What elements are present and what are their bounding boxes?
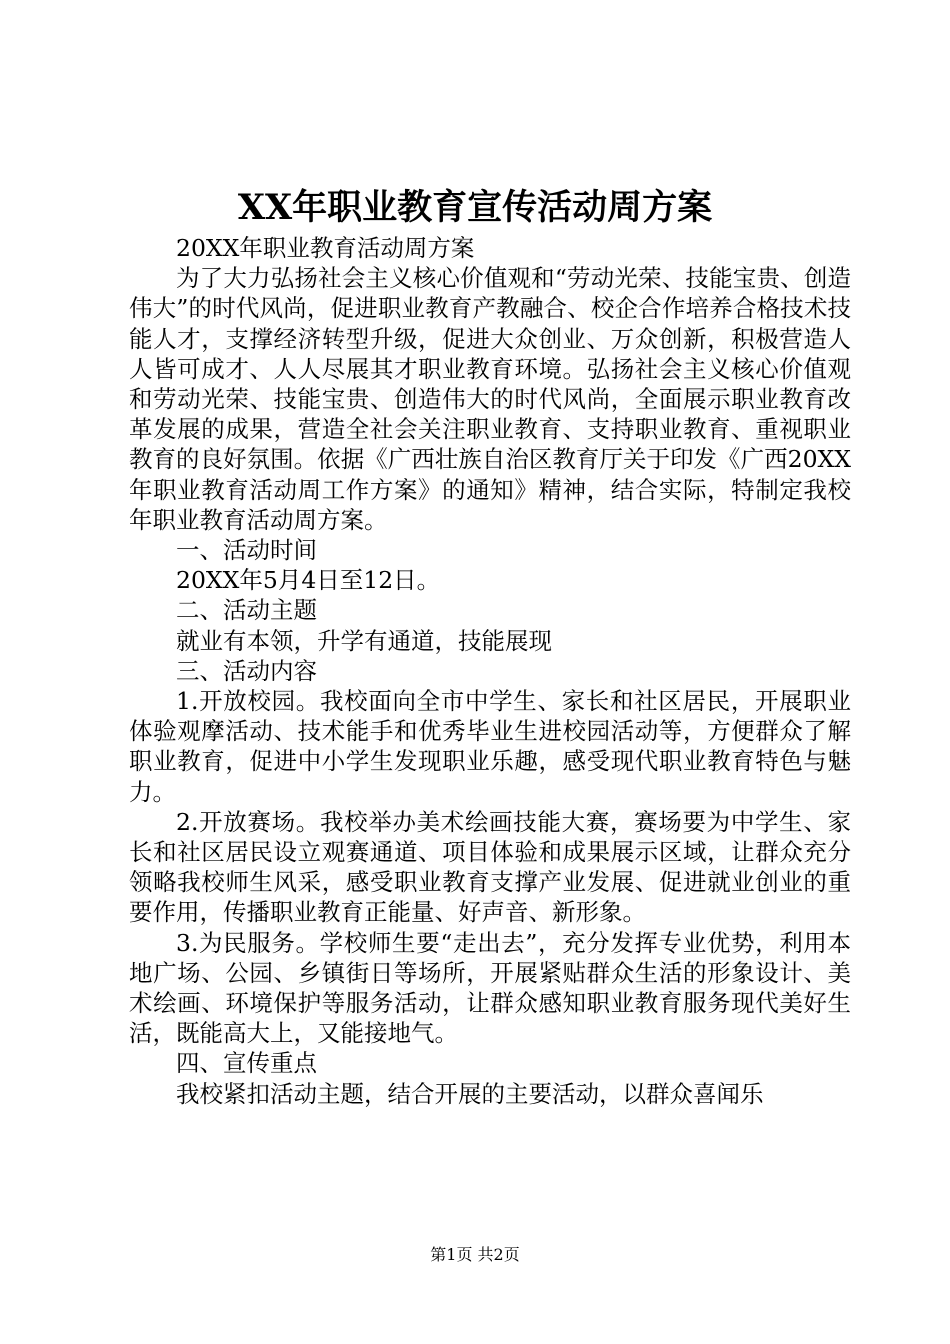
theme-paragraph: 就业有本领，升学有通道，技能展现 [176, 626, 552, 655]
section-heading-time: 一、活动时间 [176, 536, 317, 565]
subtitle-paragraph: 20XX年职业教育活动周方案 [176, 234, 475, 262]
publicity-paragraph: 我校紧扣活动主题，结合开展的主要活动，以群众喜闻乐 [176, 1079, 764, 1108]
content-item-2: 2.开放赛场。我校举办美术绘画技能大赛，赛场要为中学生、家长和社区居民设立观赛通道、项目体验和成果展示区域，让群众充分领略我校师生风采，感受职业教育支撑产业发展、促进就业创业的重要作用，传播职业教育正能量、好声音、新形象。 [129, 807, 851, 927]
intro-paragraph: 为了大力弘扬社会主义核心价值观和“劳动光荣、技能宝贵、创造伟大”的时代风尚，促进职业教育产教融合、校企合作培养合格技术技能人才，支撑经济转型升级，促进大众创业、万众创新，积极营造人人皆可成才、人人尽展其才职业教育环境。弘扬社会主义核心价值观和劳动光荣、技能宝贵、创造伟大的时代风尚，全面展示职业教育改革发展的成果，营造全社会关注职业教育、支持职业教育、重视职业教育的良好氛围。依据《广西壮族自治区教育厅关于印发《广西20XX年职业教育活动周工作方案》的通知》精神，结合实际，特制定我校年职业教育活动周方案。 [129, 264, 851, 534]
content-item-3: 3.为民服务。学校师生要“走出去”，充分发挥专业优势，利用本地广场、公园、乡镇街日等场所，开展紧贴群众生活的形象设计、美术绘画、环境保护等服务活动，让群众感知职业教育服务现代美好生活，既能高大上，又能接地气。 [129, 928, 851, 1048]
document-body [129, 233, 851, 1109]
time-paragraph: 20XX年5月4日至12日。 [176, 566, 441, 595]
content-item-1: 1.开放校园。我校面向全市中学生、家长和社区居民，开展职业体验观摩活动、技术能手和优秀毕业生进校园活动等，方便群众了解职业教育，促进中小学生发现职业乐趣，感受现代职业教育特色与魅力。 [129, 687, 851, 806]
section-heading-theme: 二、活动主题 [176, 596, 317, 625]
page-footer: 第1页 共2页 [430, 1245, 520, 1264]
document-title: XX年职业教育宣传活动周方案 [237, 187, 713, 228]
section-heading-publicity: 四、宣传重点 [176, 1049, 317, 1078]
section-heading-content: 三、活动内容 [176, 656, 317, 685]
